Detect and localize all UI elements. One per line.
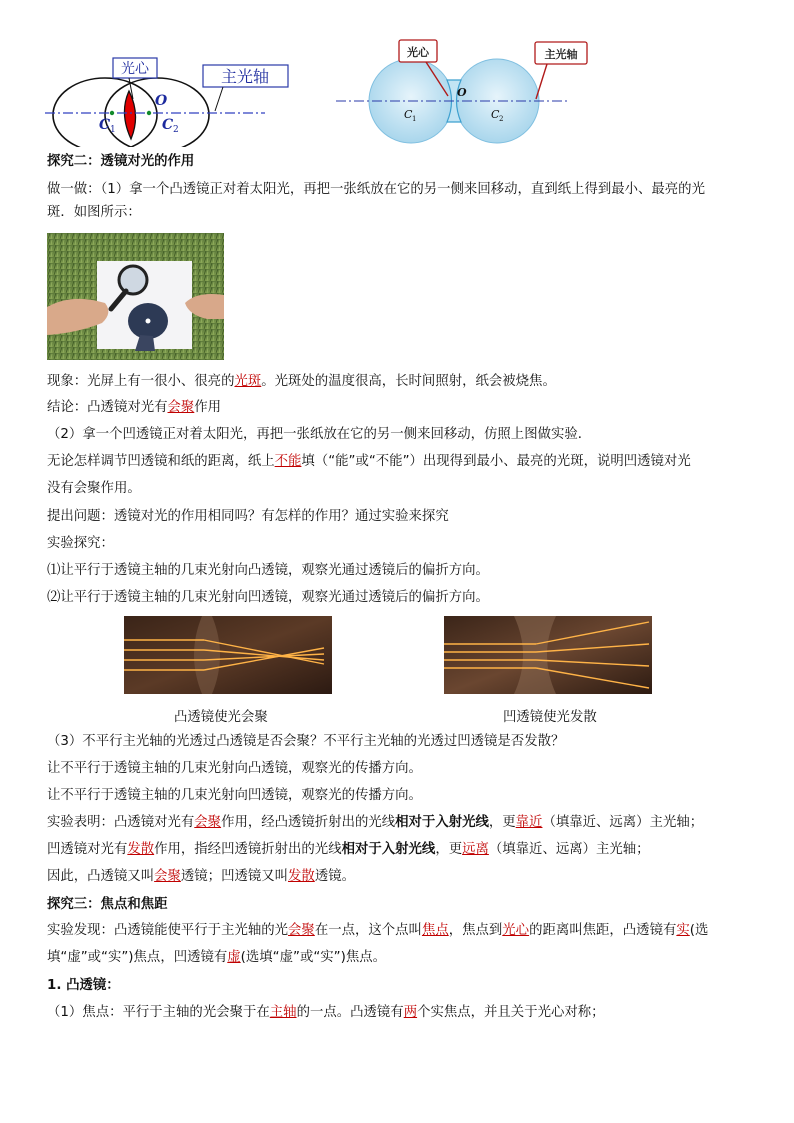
focus-answer-2: 两 [403, 1005, 418, 1020]
convex-lens-diagram-left [45, 55, 290, 147]
res2-text-b: 作用，指经凹透镜折射出的光线 [154, 842, 342, 857]
label-c2: C [162, 117, 174, 133]
result-line-2 [47, 841, 650, 859]
conclusion-line [47, 399, 221, 417]
focus-answer-1: 主轴 [269, 1005, 297, 1020]
res1-answer-1: 会聚 [194, 815, 222, 830]
exp1-line: ⑴让平行于透镜主轴的几束光射向凸透镜，观察光通过透镜后的偏折方向。 [47, 563, 489, 578]
find2-text-a: 填“虚”或“实”)焦点，凹透镜有 [47, 950, 228, 965]
label-c1-2: C [404, 108, 413, 121]
step3-line: （3）不平行主光轴的光透过凸透镜是否会聚？不平行主光轴的光透过凹透镜是否发散？ [47, 734, 565, 749]
focus-text-b: 的一点。凸透镜有 [296, 1005, 404, 1020]
non1-line: 让不平行于透镜主轴的几束光射向凸透镜，观察光的传播方向。 [47, 761, 422, 776]
res2-text-c: ，更 [435, 842, 463, 857]
conclusion-text: 结论：凸透镜对光有 [47, 400, 168, 415]
res2-answer-1: 发散 [127, 842, 155, 857]
res1-bold: 相对于入射光线 [395, 815, 489, 830]
res2-text-d: （填靠近、远离）主光轴； [488, 842, 650, 857]
label-c2-sub: 2 [173, 125, 179, 135]
label-c2-sub-2: 2 [499, 115, 504, 123]
res2-answer-2: 远离 [462, 842, 489, 857]
therefore-answer-1: 会聚 [154, 869, 181, 884]
find-text-c: ，焦点到 [448, 923, 503, 938]
item1-heading: 1. 凸透镜： [47, 978, 120, 993]
conclusion-text-end: 作用 [194, 400, 222, 415]
find2-text-b: (选填“虚”或“实”)焦点。 [240, 950, 386, 965]
phenomenon-text: 现象：光屏上有一很小、很亮的 [47, 374, 235, 389]
label-c1-sub-2: 1 [412, 115, 417, 123]
do-line-1: 做一做：（1）拿一个凸透镜正对着太阳光，再把一张纸放在它的另一侧来回移动，直到纸上得到最小、最亮的光 [47, 182, 705, 197]
focus-line [47, 1004, 605, 1022]
section2-heading: 探究二：透镜对光的作用 [47, 154, 195, 169]
find-line-1 [47, 922, 708, 940]
find-text-b: 在一点，这个点叫 [314, 923, 422, 938]
find-text-d: 的距离叫焦距，凸透镜有 [529, 923, 677, 938]
concave-lens-photo [444, 616, 652, 694]
diverge-caption: 凹透镜使光发散 [503, 710, 597, 725]
exp2-line: ⑵让平行于透镜主轴的几束光射向凹透镜，观察光通过透镜后的偏折方向。 [47, 590, 489, 605]
any-text-end: 填（“能”或“不能”）出现得到最小、最亮的光斑，说明凹透镜对光 [301, 454, 691, 469]
convex-lens-photo [124, 616, 332, 694]
find-line-2 [47, 949, 386, 967]
main-axis-tag: 主光轴 [220, 67, 270, 86]
any-line-1 [47, 453, 691, 471]
therefore-text-a: 因此，凸透镜又叫 [47, 869, 155, 884]
question-line: 提出问题：透镜对光的作用相同吗？有怎样的作用？通过实验来探究 [47, 509, 449, 524]
res2-text-a: 凹透镜对光有 [47, 842, 128, 857]
label-c2-2: C [491, 108, 500, 121]
do-line-2: 斑．如图所示： [47, 205, 141, 220]
optical-center-tag-2: 光心 [407, 46, 429, 59]
res2-bold: 相对于入射光线 [341, 842, 436, 857]
therefore-answer-2: 发散 [288, 869, 315, 884]
res1-text-c: ，更 [488, 815, 516, 830]
find-answer-2: 焦点 [421, 923, 449, 938]
optical-center-tag: 光心 [121, 61, 149, 77]
any-line-2: 没有会聚作用。 [47, 481, 141, 496]
explore-line: 实验探究： [47, 536, 114, 551]
section3-heading: 探究三：焦点和焦距 [47, 897, 168, 912]
therefore-line [47, 868, 355, 886]
find-answer-1: 会聚 [288, 923, 315, 938]
focus-text-c: 个实焦点，并且关于光心对称； [417, 1005, 605, 1020]
find-text-a: 实验发现：凸透镜能使平行于主光轴的光 [47, 923, 289, 938]
label-c1-sub: 1 [110, 125, 116, 135]
phenomenon-line [47, 373, 556, 391]
label-o: O [155, 93, 168, 109]
magnifier-photo [47, 233, 224, 360]
converge-caption: 凸透镜使光会聚 [174, 710, 268, 725]
label-o-2: O [457, 86, 467, 99]
focus-text-a: （1）焦点：平行于主轴的光会聚于在 [47, 1005, 270, 1020]
concave-lens-diagram-right [334, 38, 594, 148]
res1-answer-2: 靠近 [515, 815, 543, 830]
therefore-text-b: 透镜；凹透镜又叫 [180, 869, 289, 884]
any-answer: 不能 [274, 454, 302, 469]
find-answer-4: 实 [676, 923, 690, 938]
phenomenon-text-end: 。光斑处的温度很高，长时间照射，纸会被烧焦。 [261, 374, 556, 389]
any-text: 无论怎样调节凹透镜和纸的距离，纸上 [47, 454, 275, 469]
res1-text-a: 实验表明：凸透镜对光有 [47, 815, 195, 830]
find-text-e: (选 [689, 923, 709, 938]
find-answer-3: 光心 [502, 923, 530, 938]
find2-answer: 虚 [227, 950, 241, 965]
phenomenon-answer: 光斑 [234, 374, 262, 389]
res1-text-d: （填靠近、远离）主光轴； [542, 815, 704, 830]
label-c1: C [99, 117, 111, 133]
therefore-text-c: 透镜。 [314, 869, 355, 884]
res1-text-b: 作用，经凸透镜折射出的光线 [221, 815, 396, 830]
step2-line: （2）拿一个凹透镜正对着太阳光，再把一张纸放在它的另一侧来回移动，仿照上图做实验． [47, 427, 592, 442]
result-line-1 [47, 814, 703, 832]
main-axis-tag-2: 主光轴 [544, 48, 578, 61]
conclusion-answer: 会聚 [167, 400, 195, 415]
non2-line: 让不平行于透镜主轴的几束光射向凹透镜，观察光的传播方向。 [47, 788, 422, 803]
